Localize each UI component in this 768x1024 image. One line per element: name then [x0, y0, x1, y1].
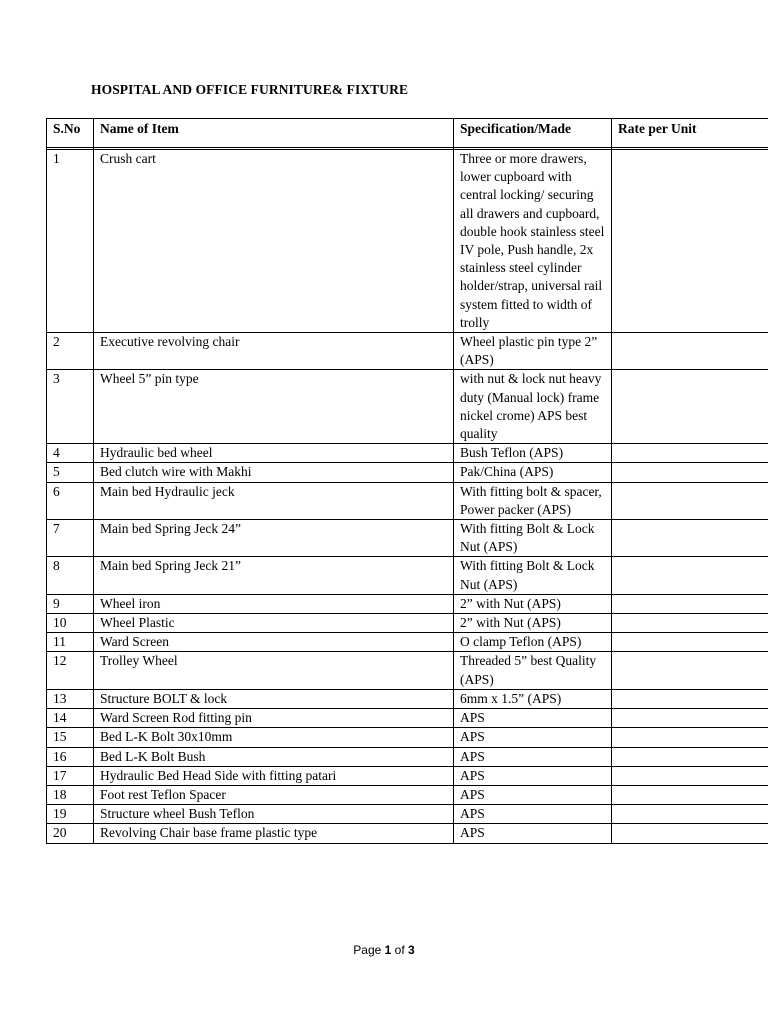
- table-row: [47, 805, 768, 824]
- cell-spec: With fitting Bolt & Lock Nut (APS): [454, 520, 612, 557]
- document-title: HOSPITAL AND OFFICE FURNITURE& FIXTURE: [91, 82, 409, 97]
- header-sno: S.No: [47, 119, 94, 148]
- table-row: [47, 728, 768, 747]
- cell-name: Crush cart: [94, 150, 454, 333]
- cell-rate: [612, 370, 768, 444]
- cell-rate: [612, 709, 768, 728]
- cell-name: Wheel Plastic: [94, 614, 454, 633]
- cell-sno: 3: [47, 370, 94, 444]
- table-row: [47, 785, 768, 804]
- cell-sno: 19: [47, 805, 94, 824]
- cell-rate: [612, 482, 768, 519]
- cell-name: Structure BOLT & lock: [94, 689, 454, 708]
- cell-name: Main bed Spring Jeck 24”: [94, 520, 454, 557]
- cell-spec: with nut & lock nut heavy duty (Manual lock) frame nickel crome) APS best quality: [454, 370, 612, 444]
- cell-sno: 20: [47, 824, 94, 843]
- table-row: [47, 444, 768, 463]
- cell-rate: [612, 805, 768, 824]
- table-row: [47, 557, 768, 594]
- cell-sno: 7: [47, 520, 94, 557]
- cell-spec: With fitting Bolt & Lock Nut (APS): [454, 557, 612, 594]
- cell-name: Trolley Wheel: [94, 652, 454, 689]
- cell-name: Hydraulic bed wheel: [94, 444, 454, 463]
- table-row: [47, 482, 768, 519]
- cell-name: Executive revolving chair: [94, 333, 454, 370]
- cell-rate: [612, 824, 768, 843]
- cell-spec: 2” with Nut (APS): [454, 594, 612, 613]
- cell-sno: 2: [47, 333, 94, 370]
- cell-sno: 18: [47, 785, 94, 804]
- table-body: [47, 148, 768, 844]
- cell-rate: [612, 633, 768, 652]
- cell-name: Revolving Chair base frame plastic type: [94, 824, 454, 843]
- cell-spec: APS: [454, 709, 612, 728]
- cell-spec: Wheel plastic pin type 2” (APS): [454, 333, 612, 370]
- table-row: [47, 370, 768, 444]
- cell-sno: 11: [47, 633, 94, 652]
- table-row: [47, 333, 768, 370]
- cell-spec: Pak/China (APS): [454, 463, 612, 482]
- cell-rate: [612, 785, 768, 804]
- header-name: Name of Item: [94, 119, 454, 148]
- cell-spec: 6mm x 1.5” (APS): [454, 689, 612, 708]
- cell-rate: [612, 444, 768, 463]
- cell-rate: [612, 150, 768, 333]
- cell-spec: APS: [454, 785, 612, 804]
- cell-name: Hydraulic Bed Head Side with fitting patari: [94, 766, 454, 785]
- table-row: [47, 652, 768, 689]
- cell-spec: O clamp Teflon (APS): [454, 633, 612, 652]
- cell-rate: [612, 614, 768, 633]
- cell-spec: Three or more drawers, lower cupboard with central locking/ securing all drawers and cupboard, double hook stainless steel IV pole, Push handle, 2x stainless steel cylinder holder/strap, universal rail system fitted to width of trolly: [454, 150, 612, 333]
- table-row: [47, 709, 768, 728]
- cell-sno: 5: [47, 463, 94, 482]
- cell-sno: 12: [47, 652, 94, 689]
- cell-name: Ward Screen: [94, 633, 454, 652]
- cell-spec: APS: [454, 805, 612, 824]
- cell-spec: With fitting bolt & spacer, Power packer (APS): [454, 482, 612, 519]
- cell-rate: [612, 766, 768, 785]
- table-row: [47, 766, 768, 785]
- header-rate: Rate per Unit: [612, 119, 768, 148]
- table-header-row: [47, 119, 768, 148]
- cell-spec: Threaded 5” best Quality (APS): [454, 652, 612, 689]
- table-row: [47, 824, 768, 843]
- cell-rate: [612, 557, 768, 594]
- cell-sno: 1: [47, 150, 94, 333]
- cell-rate: [612, 333, 768, 370]
- table-row: [47, 463, 768, 482]
- cell-name: Ward Screen Rod fitting pin: [94, 709, 454, 728]
- cell-name: Foot rest Teflon Spacer: [94, 785, 454, 804]
- table-row: [47, 614, 768, 633]
- table-row: [47, 633, 768, 652]
- cell-name: Main bed Spring Jeck 21”: [94, 557, 454, 594]
- cell-name: Wheel iron: [94, 594, 454, 613]
- cell-rate: [612, 689, 768, 708]
- cell-sno: 6: [47, 482, 94, 519]
- table-row: [47, 689, 768, 708]
- cell-spec: APS: [454, 824, 612, 843]
- cell-sno: 16: [47, 747, 94, 766]
- cell-sno: 15: [47, 728, 94, 747]
- cell-spec: Bush Teflon (APS): [454, 444, 612, 463]
- cell-sno: 4: [47, 444, 94, 463]
- page-footer: [0, 943, 768, 957]
- footer-page-word: Page: [353, 943, 382, 957]
- cell-spec: 2” with Nut (APS): [454, 614, 612, 633]
- footer-total-pages: 3: [408, 943, 415, 957]
- cell-sno: 13: [47, 689, 94, 708]
- cell-spec: APS: [454, 766, 612, 785]
- cell-rate: [612, 520, 768, 557]
- cell-name: Bed clutch wire with Makhi: [94, 463, 454, 482]
- cell-rate: [612, 728, 768, 747]
- table-row: [47, 747, 768, 766]
- cell-rate: [612, 594, 768, 613]
- cell-name: Bed L-K Bolt Bush: [94, 747, 454, 766]
- cell-name: Bed L-K Bolt 30x10mm: [94, 728, 454, 747]
- cell-rate: [612, 747, 768, 766]
- cell-spec: APS: [454, 747, 612, 766]
- footer-of-word: of: [394, 943, 405, 957]
- cell-name: Wheel 5” pin type: [94, 370, 454, 444]
- cell-sno: 10: [47, 614, 94, 633]
- cell-name: Structure wheel Bush Teflon: [94, 805, 454, 824]
- header-spec: Specification/Made: [454, 119, 612, 148]
- cell-sno: 14: [47, 709, 94, 728]
- footer-current-page: 1: [384, 943, 392, 957]
- cell-rate: [612, 463, 768, 482]
- cell-sno: 8: [47, 557, 94, 594]
- cell-name: Main bed Hydraulic jeck: [94, 482, 454, 519]
- items-table: [46, 118, 768, 844]
- cell-spec: APS: [454, 728, 612, 747]
- cell-rate: [612, 652, 768, 689]
- table-row: [47, 594, 768, 613]
- cell-sno: 17: [47, 766, 94, 785]
- cell-sno: 9: [47, 594, 94, 613]
- table-row: [47, 150, 768, 333]
- table-row: [47, 520, 768, 557]
